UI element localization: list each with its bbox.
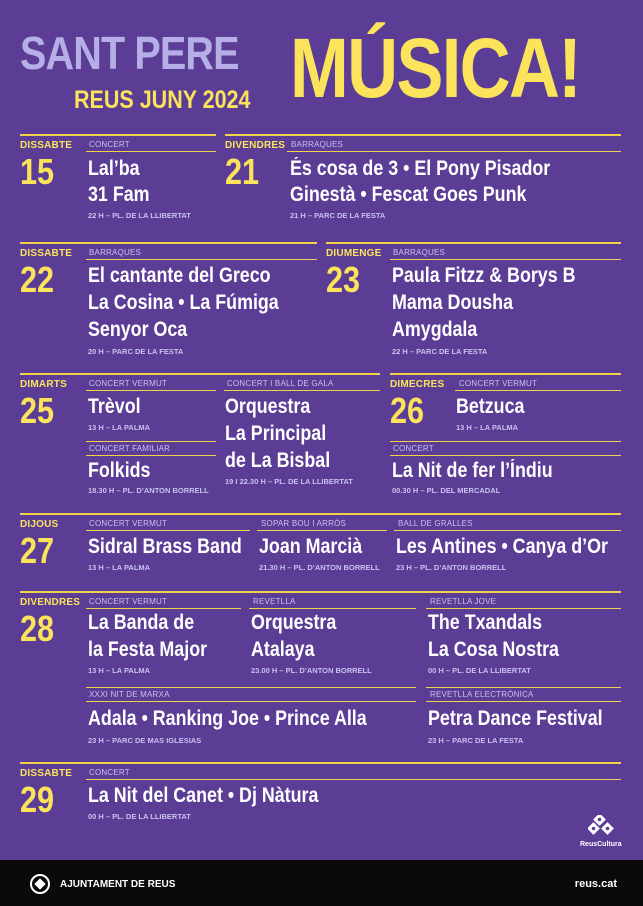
event-title-line: La Nit del Canet • Dj Nàtura xyxy=(88,784,319,807)
event-category: CONCERT xyxy=(393,444,434,453)
event-title-line: Joan Marcià xyxy=(259,535,363,558)
day-name: DISSABTE xyxy=(20,248,73,259)
day-number: 22 xyxy=(20,259,55,300)
footer-website-link[interactable]: reus.cat xyxy=(574,878,617,890)
event-title-line: Ginestà • Fescat Goes Punk xyxy=(290,183,527,206)
header-sant-pere: SANT PERE xyxy=(20,27,239,79)
event-info: 00 H – PL. DE LA LLIBERTAT xyxy=(428,666,531,675)
event-category: XXXI NIT DE MARXA xyxy=(89,690,170,699)
day-name: DIMARTS xyxy=(20,379,67,390)
event-title-line: Adala • Ranking Joe • Prince Alla xyxy=(88,707,367,730)
event-title-line: Lal’ba xyxy=(88,157,140,180)
day-name: DIUMENGE xyxy=(326,248,382,259)
day-number: 29 xyxy=(20,779,55,820)
day-name: DIMECRES xyxy=(390,379,445,390)
day-name: DIVENDRES xyxy=(20,597,81,608)
header-musica: MÚSICA! xyxy=(290,21,581,115)
reuscultura-logo-icon xyxy=(588,815,614,841)
event-category: BARRAQUES xyxy=(291,140,344,149)
event-category: BARRAQUES xyxy=(393,248,446,257)
event-category: CONCERT FAMILIAR xyxy=(89,444,171,453)
event-category: BARRAQUES xyxy=(89,248,142,257)
event-info: 22 H – PARC DE LA FESTA xyxy=(392,347,488,356)
reuscultura-label: ReusCultura xyxy=(580,841,622,848)
event-info: 00.30 H – PL. DEL MERCADAL xyxy=(392,486,501,495)
event-category: BALL DE GRALLES xyxy=(398,519,473,528)
ajuntament-seal-icon xyxy=(30,874,50,894)
event-title-line: Amygdala xyxy=(392,318,478,341)
event-info: 13 H – LA PALMA xyxy=(88,666,151,675)
event-info: 13 H – LA PALMA xyxy=(88,423,151,432)
event-title-line: Trèvol xyxy=(88,395,141,418)
event-category: CONCERT VERMUT xyxy=(89,597,168,606)
event-category: CONCERT xyxy=(89,768,130,777)
event-title-line: The Txandals xyxy=(428,611,543,634)
event-category: CONCERT VERMUT xyxy=(89,379,168,388)
event-title-line: de La Bisbal xyxy=(225,449,331,472)
event-title-line: El cantante del Greco xyxy=(88,264,271,287)
header-reus-juny: REUS JUNY 2024 xyxy=(74,86,251,114)
day-number: 23 xyxy=(326,259,361,300)
footer xyxy=(0,860,643,906)
day-number: 25 xyxy=(20,390,55,431)
event-title-line: 31 Fam xyxy=(88,183,150,206)
day-number: 27 xyxy=(20,530,55,571)
event-info: 19 I 22.30 H – PL. DE LA LLIBERTAT xyxy=(225,477,353,486)
event-title-line: La Cosina • La Fúmiga xyxy=(88,291,279,314)
day-name: DIVENDRES xyxy=(225,140,286,151)
event-title-line: Senyor Oca xyxy=(88,318,188,341)
event-info: 20 H – PARC DE LA FESTA xyxy=(88,347,184,356)
event-info: 13 H – LA PALMA xyxy=(456,423,519,432)
event-title-line: La Nit de fer l’Índiu xyxy=(392,459,553,482)
event-title-line: Betzuca xyxy=(456,395,525,418)
event-title-line: La Banda de xyxy=(88,611,195,634)
event-category: REVETLLA ELECTRÒNICA xyxy=(430,690,534,699)
event-title-line: Mama Dousha xyxy=(392,291,514,314)
event-title-line: Orquestra xyxy=(225,395,311,418)
event-title-line: la Festa Major xyxy=(88,638,208,661)
event-title-line: Folkids xyxy=(88,459,151,482)
event-title-line: Paula Fitzz & Borys B xyxy=(392,264,576,287)
event-title-line: Les Antines • Canya d’Or xyxy=(396,535,608,558)
event-title-line: Atalaya xyxy=(251,638,315,661)
day-name: DISSABTE xyxy=(20,140,73,151)
event-info: 23 H – PARC DE MAS IGLESIAS xyxy=(88,736,202,745)
event-info: 00 H – PL. DE LA LLIBERTAT xyxy=(88,812,191,821)
day-number: 15 xyxy=(20,151,55,192)
event-info: 18.30 H – PL. D’ANTON BORRELL xyxy=(88,486,209,495)
event-category: CONCERT xyxy=(89,140,130,149)
event-title-line: Orquestra xyxy=(251,611,337,634)
event-title-line: És cosa de 3 • El Pony Pisador xyxy=(290,157,551,180)
event-category: CONCERT VERMUT xyxy=(459,379,538,388)
day-number: 26 xyxy=(390,390,425,431)
event-info: 23 H – PARC DE LA FESTA xyxy=(428,736,524,745)
event-title-line: La Cosa Nostra xyxy=(428,638,559,661)
event-title-line: Sidral Brass Band xyxy=(88,535,242,558)
event-title-line: Petra Dance Festival xyxy=(428,707,603,730)
event-category: CONCERT VERMUT xyxy=(89,519,168,528)
day-number: 28 xyxy=(20,608,55,649)
event-category: REVETLLA JOVE xyxy=(430,597,497,606)
event-info: 21 H – PARC DE LA FESTA xyxy=(290,211,386,220)
event-info: 13 H – LA PALMA xyxy=(88,563,151,572)
event-category: REVETLLA xyxy=(253,597,296,606)
event-category: CONCERT I BALL DE GALA xyxy=(227,379,334,388)
event-info: 22 H – PL. DE LA LLIBERTAT xyxy=(88,211,191,220)
day-name: DISSABTE xyxy=(20,768,73,779)
event-info: 23 H – PL. D’ANTON BORRELL xyxy=(396,563,507,572)
event-info: 21.30 H – PL. D’ANTON BORRELL xyxy=(259,563,380,572)
day-number: 21 xyxy=(225,151,260,192)
event-info: 23.00 H – PL. D’ANTON BORRELL xyxy=(251,666,372,675)
event-category: SOPAR BOU I ARRÒS xyxy=(261,519,347,528)
event-title-line: La Principal xyxy=(225,422,327,445)
day-name: DIJOUS xyxy=(20,519,59,530)
footer-ajuntament: AJUNTAMENT DE REUS xyxy=(60,879,176,890)
